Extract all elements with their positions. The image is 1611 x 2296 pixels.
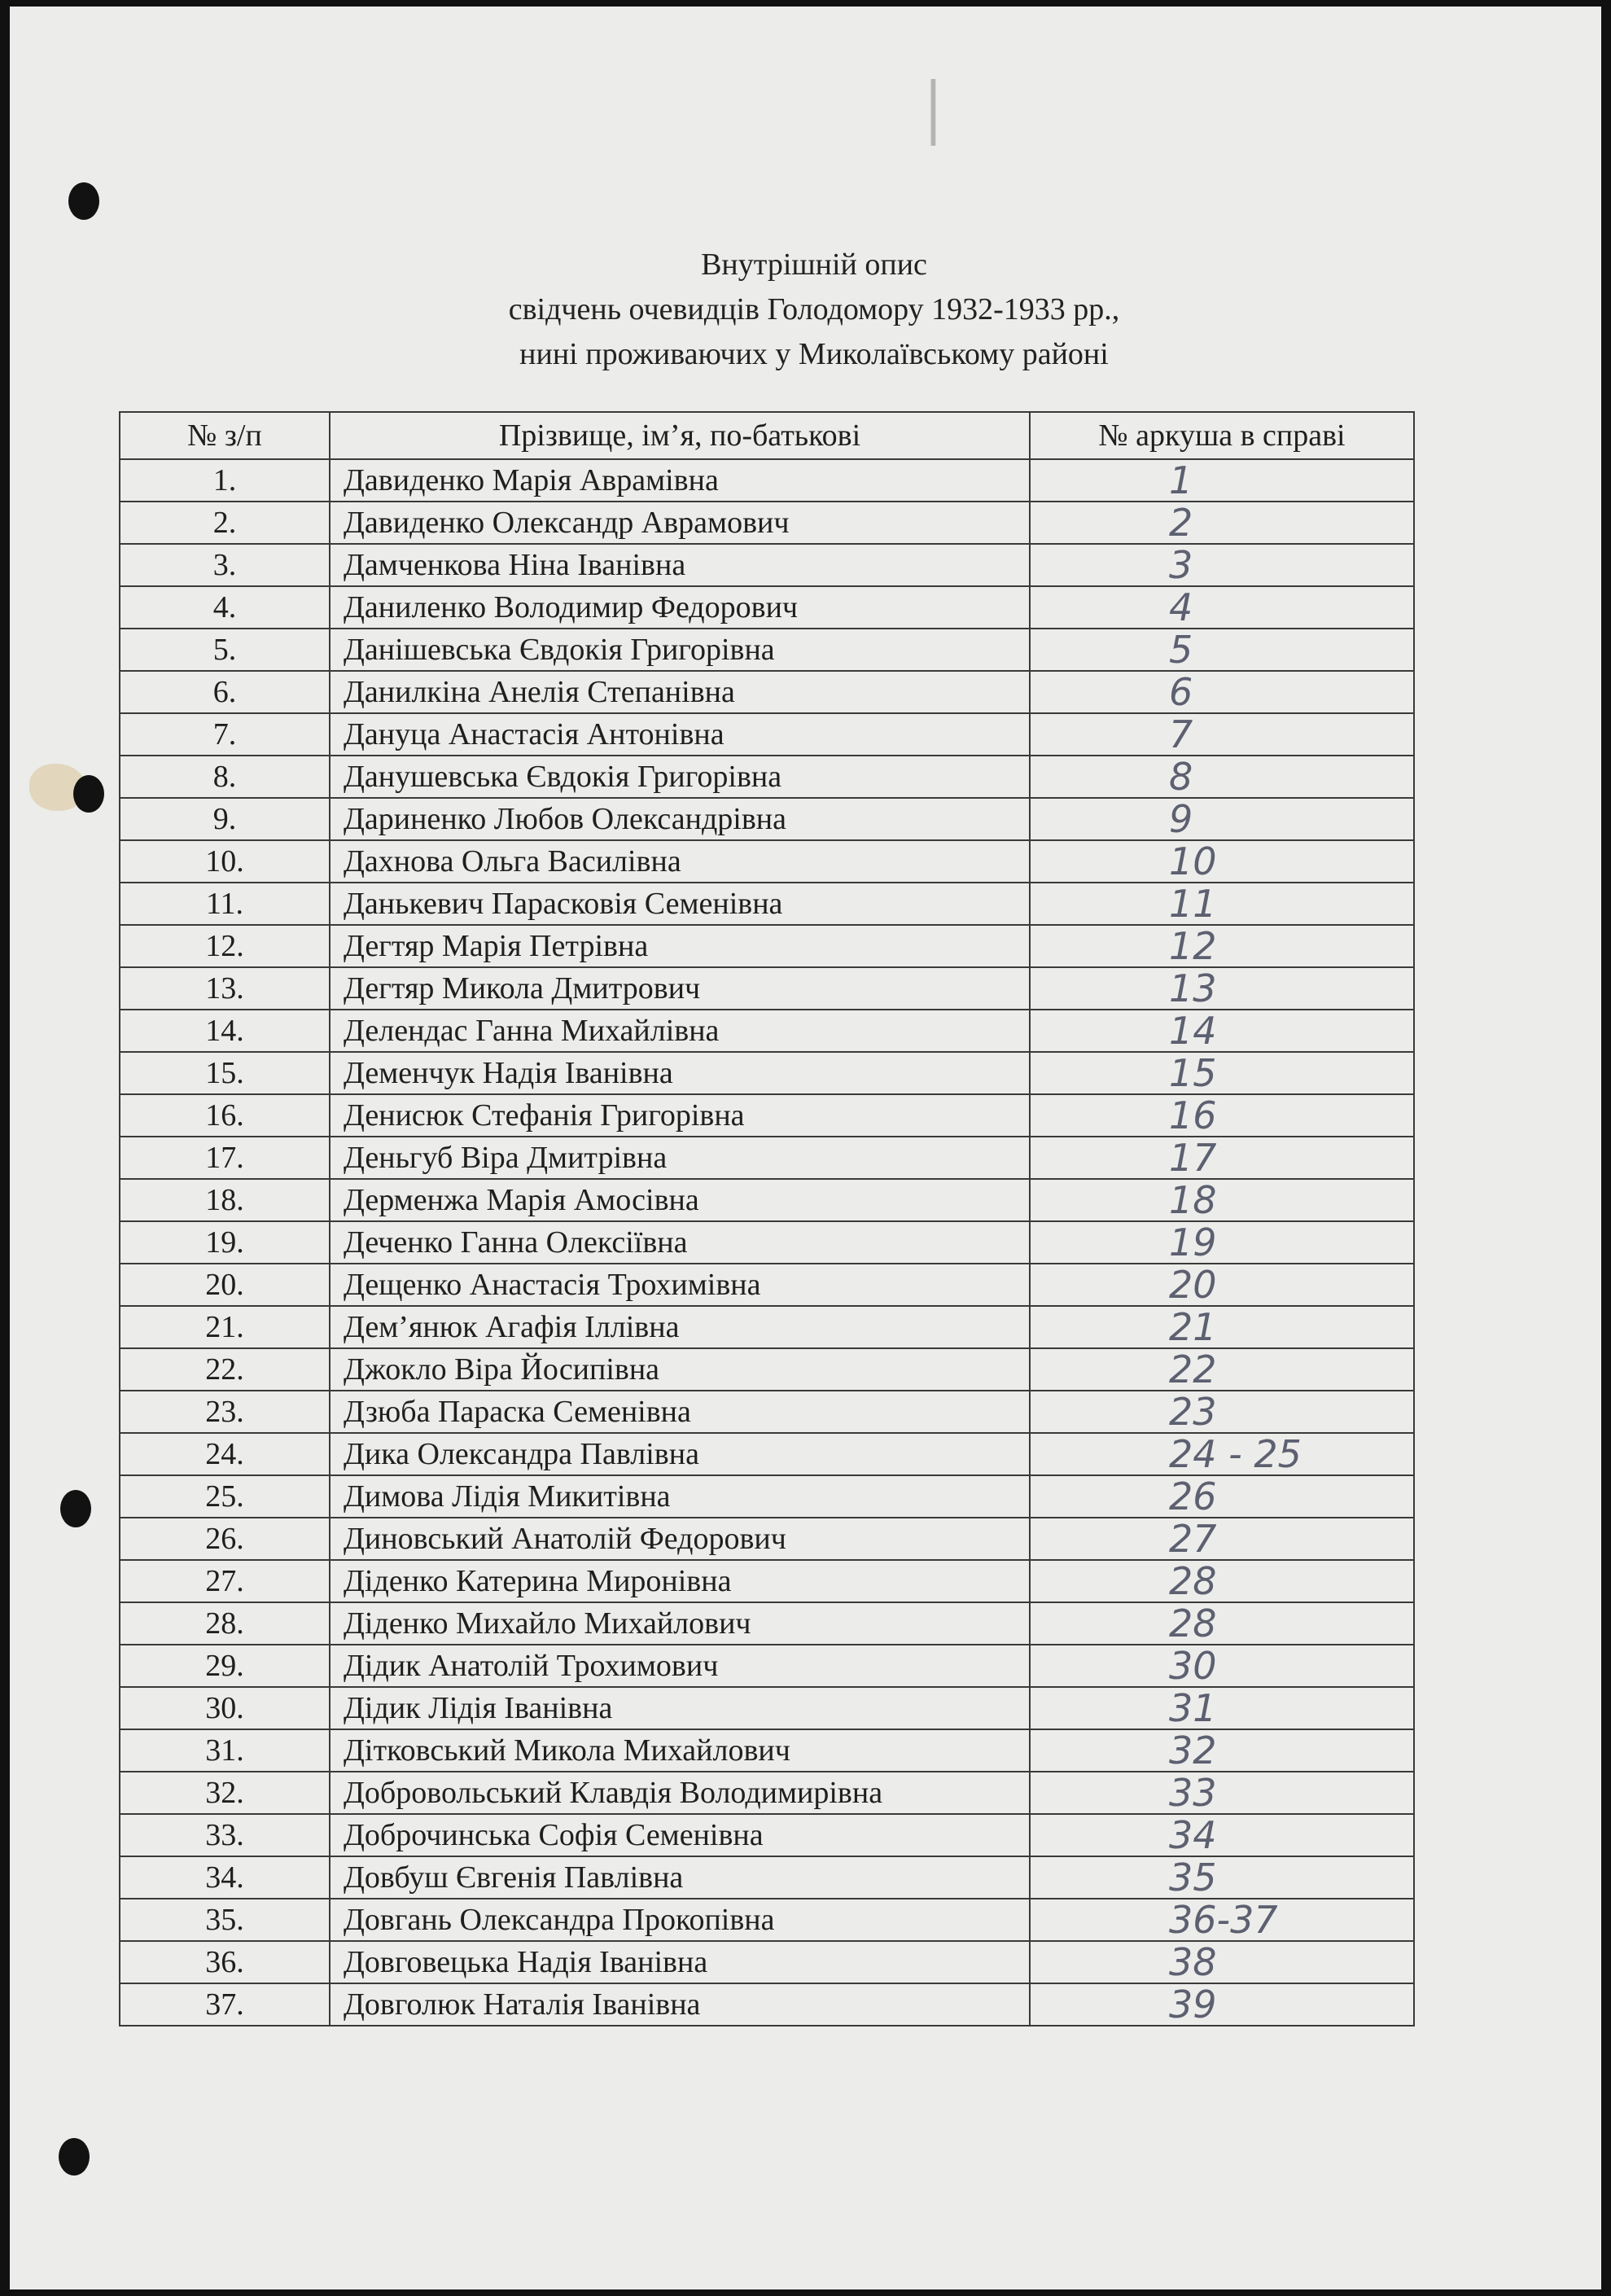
- row-name: Діденко Михайло Михайлович: [330, 1602, 1030, 1645]
- row-sheet-number: 19: [1030, 1221, 1414, 1264]
- document-title: [407, 243, 1221, 377]
- row-sheet-number: 31: [1030, 1687, 1414, 1729]
- row-sheet-number: 22: [1030, 1348, 1414, 1391]
- title-line-2: свідчень очевидців Голодомору 1932-1933 рр.,: [508, 292, 1120, 326]
- row-number: 25.: [120, 1475, 330, 1518]
- row-name: Дещенко Анастасія Трохимівна: [330, 1264, 1030, 1306]
- table-row: [120, 1899, 1414, 1941]
- table-row: [120, 1687, 1414, 1729]
- row-name: Дідик Лідія Іванівна: [330, 1687, 1030, 1729]
- row-name: Дегтяр Микола Дмитрович: [330, 967, 1030, 1010]
- table-row: [120, 1518, 1414, 1560]
- row-sheet-number: 11: [1030, 883, 1414, 925]
- row-name: Довголюк Наталія Іванівна: [330, 1983, 1030, 2026]
- row-name: Давиденко Олександр Аврамович: [330, 502, 1030, 544]
- table-body: [120, 459, 1414, 2026]
- row-name: Диновський Анатолій Федорович: [330, 1518, 1030, 1560]
- row-number: 16.: [120, 1094, 330, 1137]
- row-sheet-number: 16: [1030, 1094, 1414, 1137]
- table-row: [120, 1306, 1414, 1348]
- table-row: [120, 1772, 1414, 1814]
- row-number: 26.: [120, 1518, 330, 1560]
- row-sheet-number: 4: [1030, 586, 1414, 629]
- row-sheet-number: 9: [1030, 798, 1414, 840]
- title-line-1: Внутрішній опис: [701, 248, 927, 282]
- punch-hole: [60, 1490, 91, 1527]
- row-number: 18.: [120, 1179, 330, 1221]
- row-name: Довбуш Євгенія Павлівна: [330, 1856, 1030, 1899]
- row-number: 14.: [120, 1010, 330, 1052]
- row-sheet-number: 2: [1030, 502, 1414, 544]
- row-number: 28.: [120, 1602, 330, 1645]
- row-number: 6.: [120, 671, 330, 713]
- row-sheet-number: 33: [1030, 1772, 1414, 1814]
- table-row: [120, 1221, 1414, 1264]
- header-name: Прізвище, ім’я, по-батькові: [330, 412, 1030, 459]
- row-number: 3.: [120, 544, 330, 586]
- punch-hole: [59, 2138, 90, 2176]
- row-name: Дідик Анатолій Трохимович: [330, 1645, 1030, 1687]
- row-number: 32.: [120, 1772, 330, 1814]
- table-row: [120, 586, 1414, 629]
- table-row: [120, 840, 1414, 883]
- row-number: 19.: [120, 1221, 330, 1264]
- row-name: Даниленко Володимир Федорович: [330, 586, 1030, 629]
- table-row: [120, 1137, 1414, 1179]
- row-sheet-number: 13: [1030, 967, 1414, 1010]
- row-name: Джокло Віра Йосипівна: [330, 1348, 1030, 1391]
- row-name: Доброчинська Софія Семенівна: [330, 1814, 1030, 1856]
- inventory-table: [119, 411, 1415, 2027]
- row-sheet-number: 32: [1030, 1729, 1414, 1772]
- corner-roman-mark: I: [920, 62, 948, 168]
- table-header-row: [120, 412, 1414, 459]
- row-sheet-number: 30: [1030, 1645, 1414, 1687]
- row-sheet-number: 1: [1030, 459, 1414, 502]
- row-number: 8.: [120, 756, 330, 798]
- row-sheet-number: 21: [1030, 1306, 1414, 1348]
- row-sheet-number: 10: [1030, 840, 1414, 883]
- row-name: Дануца Анастасія Антонівна: [330, 713, 1030, 756]
- row-name: Дика Олександра Павлівна: [330, 1433, 1030, 1475]
- row-name: Діденко Катерина Миронівна: [330, 1560, 1030, 1602]
- row-name: Денисюк Стефанія Григорівна: [330, 1094, 1030, 1137]
- row-sheet-number: 20: [1030, 1264, 1414, 1306]
- row-number: 33.: [120, 1814, 330, 1856]
- table-row: [120, 1475, 1414, 1518]
- row-number: 13.: [120, 967, 330, 1010]
- row-number: 34.: [120, 1856, 330, 1899]
- row-name: Давиденко Марія Аврамівна: [330, 459, 1030, 502]
- table-row: [120, 1560, 1414, 1602]
- table-row: [120, 629, 1414, 671]
- table-row: [120, 1602, 1414, 1645]
- punch-hole: [73, 775, 104, 813]
- row-number: 23.: [120, 1391, 330, 1433]
- row-sheet-number: 5: [1030, 629, 1414, 671]
- row-number: 9.: [120, 798, 330, 840]
- row-sheet-number: 28: [1030, 1602, 1414, 1645]
- row-number: 20.: [120, 1264, 330, 1306]
- row-sheet-number: 28: [1030, 1560, 1414, 1602]
- row-number: 24.: [120, 1433, 330, 1475]
- table-row: [120, 502, 1414, 544]
- table-row: [120, 883, 1414, 925]
- table-row: [120, 1645, 1414, 1687]
- row-sheet-number: 26: [1030, 1475, 1414, 1518]
- table-row: [120, 1179, 1414, 1221]
- row-sheet-number: 12: [1030, 925, 1414, 967]
- row-name: Деменчук Надія Іванівна: [330, 1052, 1030, 1094]
- table-row: [120, 1983, 1414, 2026]
- row-name: Дариненко Любов Олександрівна: [330, 798, 1030, 840]
- row-number: 29.: [120, 1645, 330, 1687]
- table-row: [120, 1814, 1414, 1856]
- header-sheet: № аркуша в справі: [1030, 412, 1414, 459]
- row-number: 11.: [120, 883, 330, 925]
- row-name: Деченко Ганна Олексіївна: [330, 1221, 1030, 1264]
- row-sheet-number: 3: [1030, 544, 1414, 586]
- row-number: 12.: [120, 925, 330, 967]
- row-sheet-number: 36-37: [1030, 1899, 1414, 1941]
- table-row: [120, 756, 1414, 798]
- row-sheet-number: 24 - 25: [1030, 1433, 1414, 1475]
- table-row: [120, 1052, 1414, 1094]
- row-name: Димова Лідія Микитівна: [330, 1475, 1030, 1518]
- row-sheet-number: 39: [1030, 1983, 1414, 2026]
- row-name: Делендас Ганна Михайлівна: [330, 1010, 1030, 1052]
- table-row: [120, 1264, 1414, 1306]
- row-number: 1.: [120, 459, 330, 502]
- table-row: [120, 1010, 1414, 1052]
- row-name: Дахнова Ольга Василівна: [330, 840, 1030, 883]
- row-number: 37.: [120, 1983, 330, 2026]
- row-number: 36.: [120, 1941, 330, 1983]
- row-number: 22.: [120, 1348, 330, 1391]
- table-row: [120, 713, 1414, 756]
- row-number: 7.: [120, 713, 330, 756]
- punch-hole: [68, 182, 99, 220]
- table-row: [120, 544, 1414, 586]
- row-name: Довговецька Надія Іванівна: [330, 1941, 1030, 1983]
- row-number: 21.: [120, 1306, 330, 1348]
- row-sheet-number: 6: [1030, 671, 1414, 713]
- title-line-3: нині проживаючих у Миколаївському районі: [519, 337, 1109, 371]
- row-number: 27.: [120, 1560, 330, 1602]
- table-row: [120, 798, 1414, 840]
- row-name: Добровольський Клавдія Володимирівна: [330, 1772, 1030, 1814]
- table-row: [120, 1391, 1414, 1433]
- table-row: [120, 459, 1414, 502]
- row-number: 4.: [120, 586, 330, 629]
- row-sheet-number: 18: [1030, 1179, 1414, 1221]
- table-row: [120, 671, 1414, 713]
- row-sheet-number: 15: [1030, 1052, 1414, 1094]
- row-number: 31.: [120, 1729, 330, 1772]
- table-row: [120, 967, 1414, 1010]
- row-number: 17.: [120, 1137, 330, 1179]
- row-number: 5.: [120, 629, 330, 671]
- row-name: Дем’янюк Агафія Іллівна: [330, 1306, 1030, 1348]
- table-row: [120, 1729, 1414, 1772]
- row-number: 10.: [120, 840, 330, 883]
- row-number: 2.: [120, 502, 330, 544]
- row-name: Деньгуб Віра Дмитрівна: [330, 1137, 1030, 1179]
- row-number: 15.: [120, 1052, 330, 1094]
- row-name: Дітковський Микола Михайлович: [330, 1729, 1030, 1772]
- table-row: [120, 1433, 1414, 1475]
- row-sheet-number: 38: [1030, 1941, 1414, 1983]
- row-number: 30.: [120, 1687, 330, 1729]
- row-name: Дерменжа Марія Амосівна: [330, 1179, 1030, 1221]
- row-sheet-number: 35: [1030, 1856, 1414, 1899]
- table-row: [120, 1856, 1414, 1899]
- row-sheet-number: 34: [1030, 1814, 1414, 1856]
- row-sheet-number: 8: [1030, 756, 1414, 798]
- table-row: [120, 1941, 1414, 1983]
- row-sheet-number: 27: [1030, 1518, 1414, 1560]
- row-name: Данішевська Євдокія Григорівна: [330, 629, 1030, 671]
- row-name: Данилкіна Анелія Степанівна: [330, 671, 1030, 713]
- table-row: [120, 925, 1414, 967]
- row-sheet-number: 14: [1030, 1010, 1414, 1052]
- header-number: № з/п: [120, 412, 330, 459]
- row-name: Дамченкова Ніна Іванівна: [330, 544, 1030, 586]
- row-name: Дегтяр Марія Петрівна: [330, 925, 1030, 967]
- row-name: Довгань Олександра Прокопівна: [330, 1899, 1030, 1941]
- row-name: Данькевич Парасковія Семенівна: [330, 883, 1030, 925]
- table-row: [120, 1348, 1414, 1391]
- table-row: [120, 1094, 1414, 1137]
- row-name: Данушевська Євдокія Григорівна: [330, 756, 1030, 798]
- row-name: Дзюба Параска Семенівна: [330, 1391, 1030, 1433]
- row-sheet-number: 23: [1030, 1391, 1414, 1433]
- row-sheet-number: 17: [1030, 1137, 1414, 1179]
- row-sheet-number: 7: [1030, 713, 1414, 756]
- row-number: 35.: [120, 1899, 330, 1941]
